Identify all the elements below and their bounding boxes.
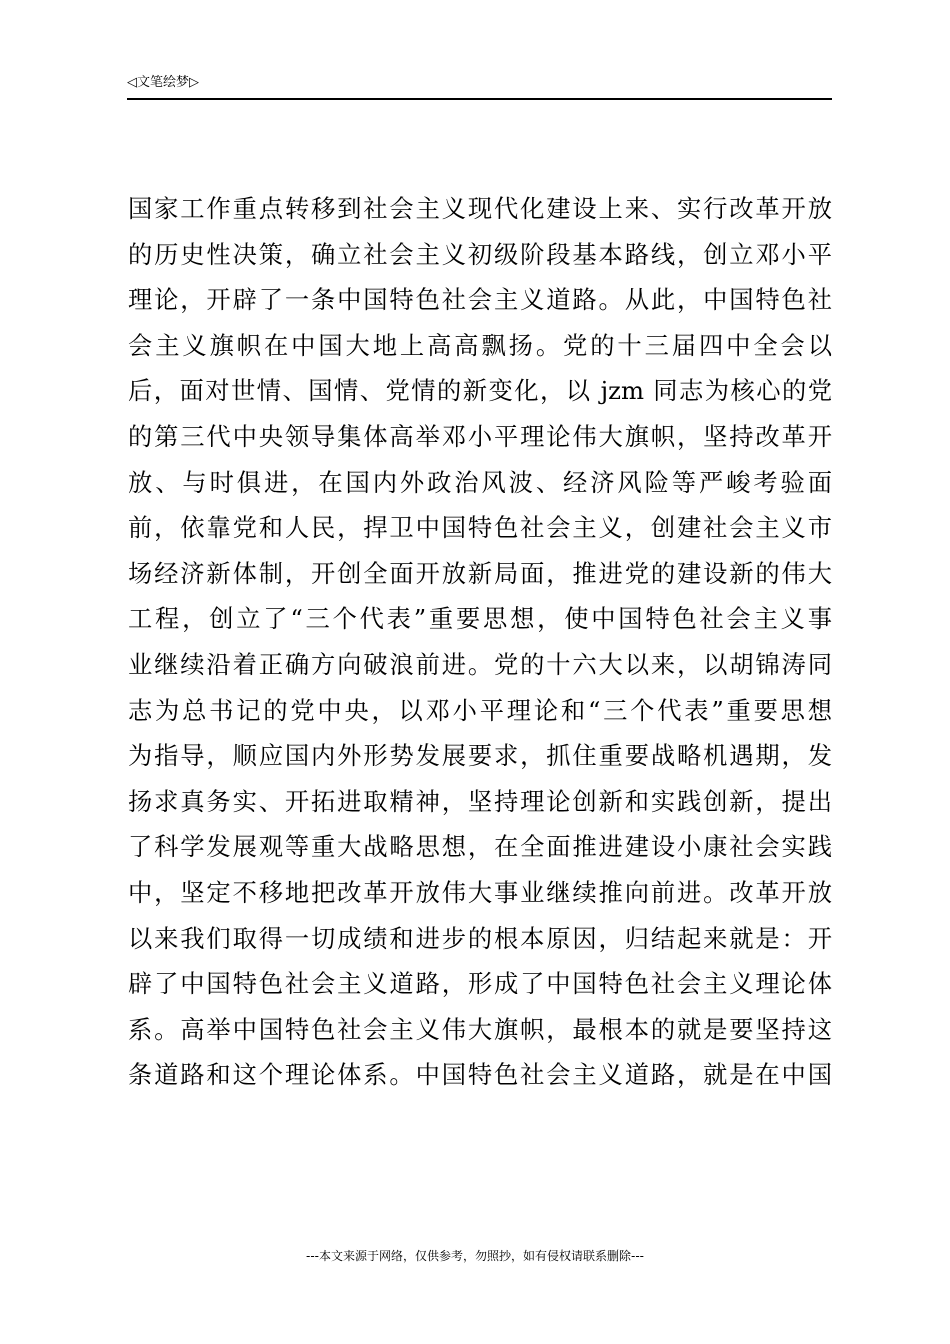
text-line: 工程，创立了“三个代表”重要思想，使中国特色社会主义事 [128,604,832,634]
text-line: 以来我们取得一切成绩和进步的根本原因，归结起来就是：开 [128,923,832,953]
text-line: 为指导，顺应国内外形势发展要求，抓住重要战略机遇期，发 [128,741,832,771]
text-line: 的历史性决策，确立社会主义初级阶段基本路线，创立邓小平 [128,239,832,269]
text-line: 了科学发展观等重大战略思想，在全面推进建设小康社会实践 [128,832,832,862]
text-line: 后，面对世情、国情、党情的新变化，以 jzm 同志为核心的党 [128,376,832,406]
text-line: 国家工作重点转移到社会主义现代化建设上来、实行改革开放 [128,194,832,223]
text-line: 的第三代中央领导集体高举邓小平理论伟大旗帜，坚持改革开 [128,421,832,451]
header-title: ◁文笔绘梦▷ [127,75,199,90]
text-line: 中，坚定不移地把改革开放伟大事业继续推向前进。改革开放 [128,877,832,907]
text-line: 条道路和这个理论体系。中国特色社会主义道路，就是在中国 [128,1060,832,1090]
text-line: 扬求真务实、开拓进取精神，坚持理论创新和实践创新，提出 [128,786,832,816]
text-line: 业继续沿着正确方向破浪前进。党的十六大以来，以胡锦涛同 [128,649,832,679]
text-line: 场经济新体制，开创全面开放新局面，推进党的建设新的伟大 [128,558,832,588]
text-line: 理论，开辟了一条中国特色社会主义道路。从此，中国特色社 [128,285,832,315]
text-line: 前，依靠党和人民，捍卫中国特色社会主义，创建社会主义市 [128,513,832,543]
text-line: 志为总书记的党中央，以邓小平理论和“三个代表”重要思想 [128,695,832,725]
body-text [128,186,832,1098]
text-line: 系。高举中国特色社会主义伟大旗帜，最根本的就是要坚持这 [128,1014,832,1044]
page-footer: ---本文来源于网络，仅供参考，勿照抄，如有侵权请联系删除--- [306,1249,644,1263]
text-line: 辟了中国特色社会主义道路，形成了中国特色社会主义理论体 [128,969,832,999]
text-line: 放、与时俱进，在国内外政治风波、经济风险等严峻考验面 [128,467,832,497]
page-header [127,72,832,100]
text-line: 会主义旗帜在中国大地上高高飘扬。党的十三届四中全会以 [128,330,832,360]
